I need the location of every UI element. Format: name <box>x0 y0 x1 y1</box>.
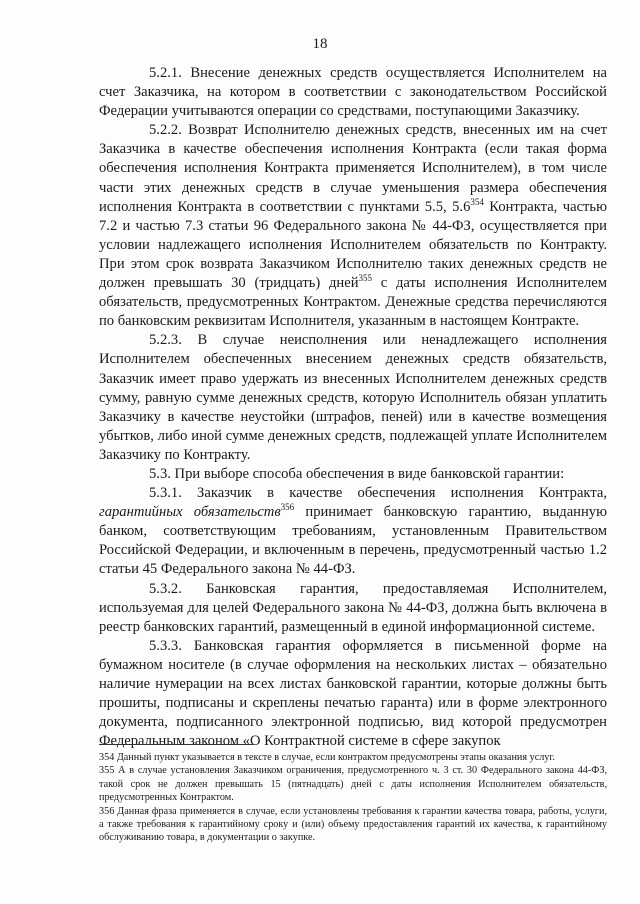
contract-body <box>99 64 607 751</box>
footnote-ref-356[interactable]: 356 <box>280 502 295 513</box>
footnote-356: 356 Данная фраза применяется в случае, если установлены требования к гарантии качества товара, работы, услуги, а также требования к гарантийному сроку и (или) объему предоставления гарантий их качества, к гарантийному обслуживанию товара, в документации о закупке. <box>99 805 607 844</box>
paragraph-5-3-3: 5.3.3. Банковская гарантия оформляется в письменной форме на бумажном носителе (в случае оформления на нескольких листах – обязательно наличие нумерации на всех листах банковской гарантии, которые должны быть прошиты, подписаны и скреплены печатью гаранта) или в форме электронного документа, подписанного электронной подписью, вид которой предусмотрен Федеральным законом «О Контрактной системе в сфере закупок <box>99 637 607 750</box>
paragraph-5-2-2-text-cont: Контракта, частью 7.2 и частью 7.3 статьи 96 Федерального закона № 44-ФЗ, осуществляется при условии надлежащего исполнения Исполнителем обязательств по Контракту. При этом срок возврата Заказчиком Исполнителю таких денежных средств не должен превышать 30 (тридцать) дней <box>99 198 607 292</box>
paragraph-5-3-1-text-end: принимает банковскую гарантию, выданную банком, соответствующим требованиям, установленным Правительством Российской Федерации, и включенным в перечень, предусмотренный частью 1.2 статьи 45 Федерального закона № 44-ФЗ. <box>99 504 607 578</box>
paragraph-5-3-1 <box>99 484 607 579</box>
footnote-ref-354[interactable]: 354 <box>470 196 484 207</box>
footnote-separator <box>99 744 254 745</box>
paragraph-5-3-1-text: 5.3.1. Заказчик в качестве обеспечения исполнения Контракта, <box>149 485 607 502</box>
paragraph-5-2-2-text-end: с даты исполнения Исполнителем обязательств, предусмотренных Контрактом. Денежные средства перечисляются по банковским реквизитам Исполнителя, указанным в настоящем Контракте. <box>99 275 607 330</box>
footnote-354: 354 Данный пункт указывается в тексте в случае, если контрактом предусмотрены этапы оказания услуг. <box>99 752 555 763</box>
paragraph-5-3-2: 5.3.2. Банковская гарантия, предоставляемая Исполнителем, используемая для целей Федерального закона № 44-ФЗ, должна быть включена в реестр банковских гарантий, размещенный в единой информационной системе. <box>99 580 607 635</box>
paragraph-5-2-1: 5.2.1. Внесение денежных средств осуществляется Исполнителем на счет Заказчика, на котором в соответствии с законодательством Российской Федерации учитываются операции со средствами, поступающими Заказчику. <box>99 65 607 120</box>
footnote-355: 355 А в случае установления Заказчиком ограничения, предусмотренного ч. 3 ст. 30 Федерального закона 44-ФЗ, такой срок не должен превышать 15 (пятнадцать) дней с даты исполнения Исполнителем обязательств, предусмотренных Контрактом. <box>99 765 607 804</box>
paragraph-5-2-2 <box>99 121 607 331</box>
paragraph-5-2-2-text: 5.2.2. Возврат Исполнителю денежных средств, внесенных им на счет Заказчика в качестве обеспечения исполнения Контракта (если такая форма обеспечения исполнения Контракта применяется Исполнителем), в том числе части этих денежных средств в случае уменьшения размера обеспечения исполнения Контракта в соответствии с пунктами 5.5, 5.6 <box>99 122 607 215</box>
paragraph-5-2-3: 5.2.3. В случае неисполнения или ненадлежащего исполнения Исполнителем обеспеченных внесением денежных средств обязательств, Заказчик имеет право удержать из внесенных Исполнителем денежных средств сумму, равную сумме денежных средств, которую Исполнитель обязан уплатить Заказчику в качестве неустойки (штрафов, пеней) или в качестве возмещения убытков, либо иной сумме денежных средств, подлежащей уплате Исполнителем Заказчику по Контракту. <box>99 332 607 463</box>
paragraph-5-3: 5.3. При выборе способа обеспечения в виде банковской гарантии: <box>149 465 565 482</box>
paragraph-5-3-1-italic: гарантийных обязательств <box>99 504 281 521</box>
footnotes <box>99 751 607 845</box>
footnote-ref-355[interactable]: 355 <box>358 273 373 284</box>
page-number: 18 <box>312 36 328 52</box>
